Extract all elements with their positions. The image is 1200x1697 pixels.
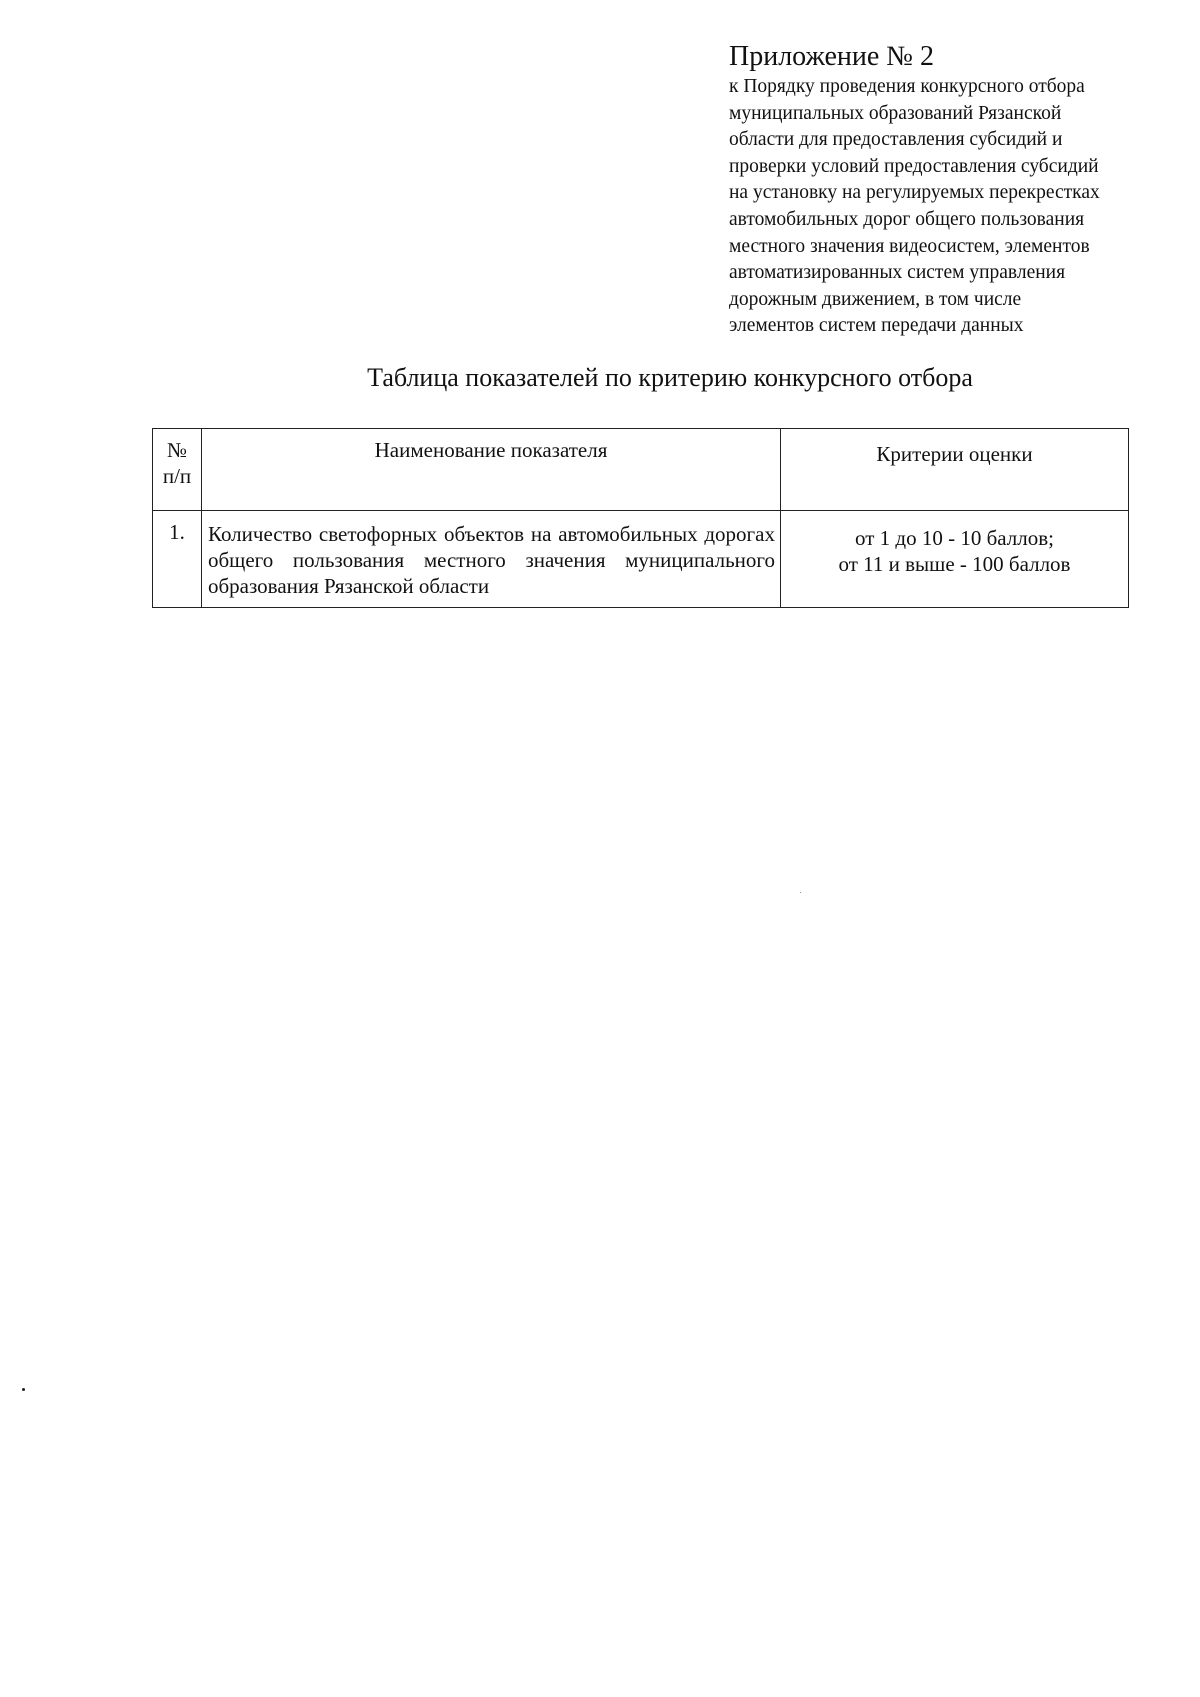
row-name: Количество светофорных объектов на автомобильных дорогах общего пользования местного значения муниципального образования Рязанской области xyxy=(202,511,781,608)
indicators-table xyxy=(152,428,1129,608)
appendix-line: дорожным движением, в том числе xyxy=(729,288,1022,310)
criteria-line: от 1 до 10 - 10 баллов; xyxy=(855,526,1054,550)
criteria-line: от 11 и выше - 100 баллов xyxy=(838,552,1071,576)
scan-speck xyxy=(22,1388,25,1391)
appendix-description xyxy=(729,74,1189,340)
appendix-line: области для предоставления субсидий и xyxy=(729,129,1063,151)
row-criteria xyxy=(781,511,1129,608)
header-number-sign: № xyxy=(166,438,188,462)
row-number: 1. xyxy=(153,511,202,608)
scan-speck xyxy=(800,892,801,893)
appendix-line: автомобильных дорог общего пользования xyxy=(729,208,1085,230)
table-title: Таблица показателей по критерию конкурсного отбора xyxy=(367,363,973,392)
appendix-line: элементов систем передачи данных xyxy=(729,315,1024,337)
appendix-line: на установку на регулируемых перекрестках xyxy=(729,182,1100,204)
header-number xyxy=(153,429,202,511)
appendix-line: автоматизированных систем управления xyxy=(729,262,1066,284)
header-criteria: Критерии оценки xyxy=(781,429,1129,511)
appendix-heading: Приложение № 2 xyxy=(729,41,934,72)
header-name: Наименование показателя xyxy=(202,429,781,511)
appendix-line: проверки условий предоставления субсидий xyxy=(729,155,1099,177)
appendix-line: местного значения видеосистем, элементов xyxy=(729,235,1090,257)
table-header-row xyxy=(153,429,1129,511)
table-row xyxy=(153,511,1129,608)
appendix-header xyxy=(729,40,1189,340)
appendix-line: к Порядку проведения конкурсного отбора xyxy=(729,76,1085,97)
header-number-abbr: п/п xyxy=(162,464,192,488)
appendix-line: муниципальных образований Рязанской xyxy=(729,102,1062,124)
